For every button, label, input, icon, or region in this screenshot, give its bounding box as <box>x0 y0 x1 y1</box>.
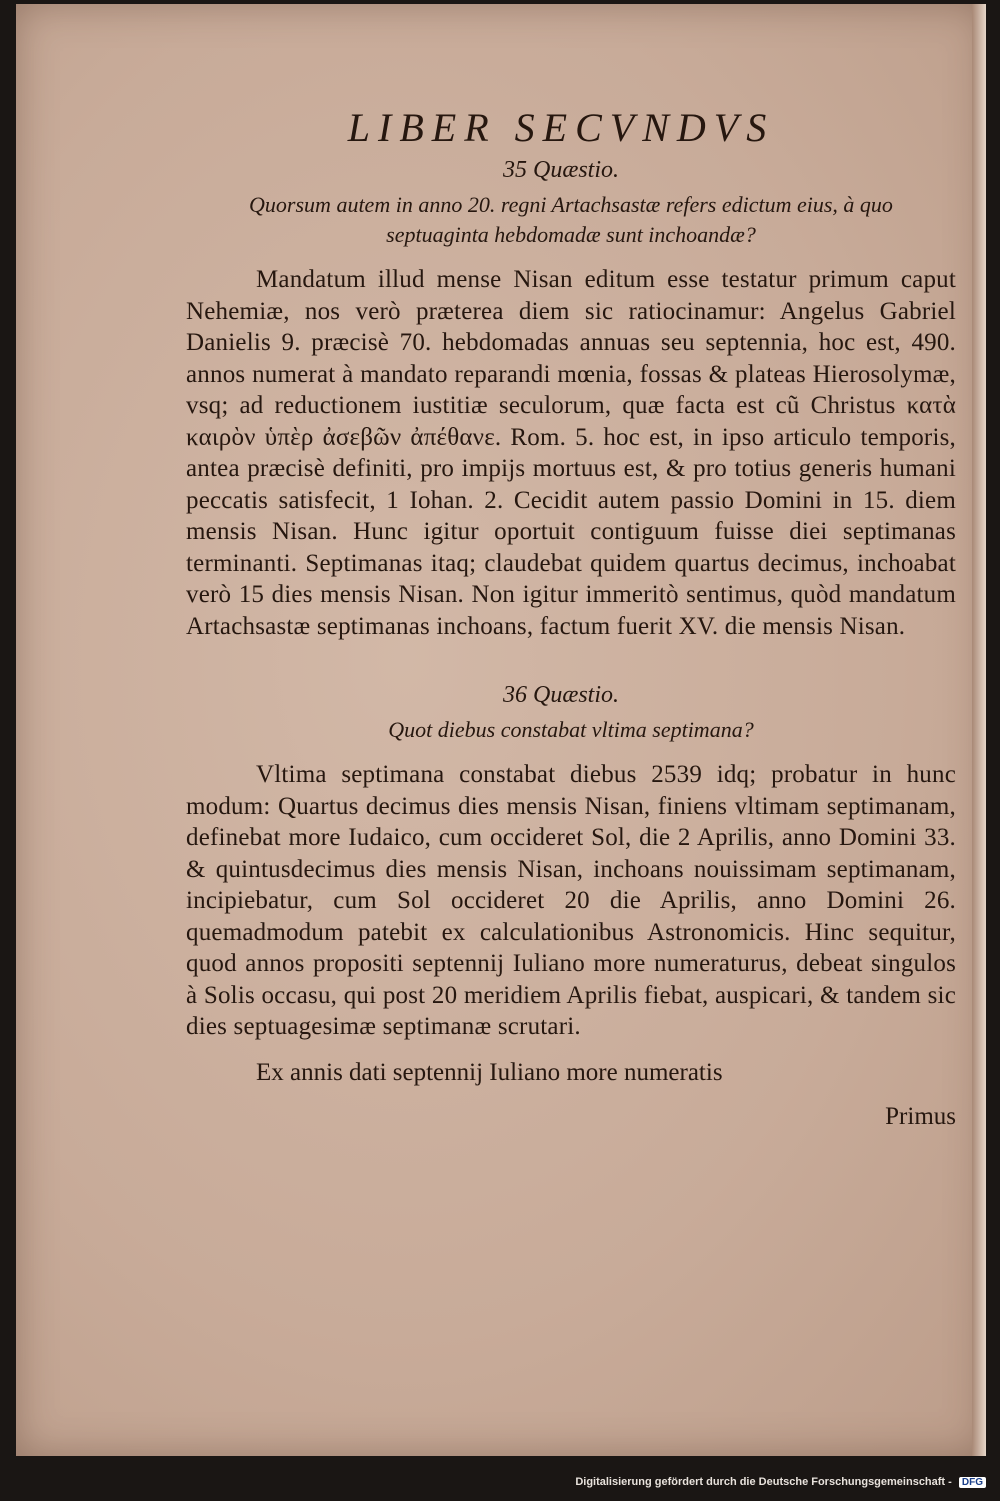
question-answer: Vltima septimana constabat diebus 2539 idq; probatur in hunc modum: Quartus decimus dies mensis Nisan, finiens vltimam septimanam, definebat more Iudaico, cum occideret Sol, die 2 Aprilis, anno Domini 33. & quintusdecimus dies mensis Nisan, inchoans nouissimam septimanam, incipiebatur, cum Sol occideret 20 die Aprilis, anno Domini 26. quemadmodum patebit ex calculationibus Astronomicis. Hinc sequitur, quod annos propositi septennij Iuliano more numeraturus, debeat singulos à Solis occasu, qui post 20 meridiem Aprilis fiebat, auspicari, & tandem sic dies septuagesimæ septimanæ scrutari. <box>186 761 956 1040</box>
credit-text: Digitalisierung gefördert durch die Deutsche Forschungsgemeinschaft - <box>575 1476 952 1488</box>
closing-line: Ex annis dati septennij Iuliano more numeratis <box>256 1058 723 1086</box>
question-answer: Mandatum illud mense Nisan editum esse testatur primum caput Nehemiæ, nos verò præterea diem sic ratiocinamur: Angelus Gabriel Danielis 9. præcisè 70. hebdomadas annuas seu septennia, hoc est, 490. annos numerat à mandato reparandi mœnia, fossas & plateas Hierosolymæ, vsq; ad reductionem iustitiæ seculorum, quæ facta est cũ Christus κατὰ καιρὸν ὑπὲρ ἀσεβῶν ἀπέθανε. Rom. 5. hoc est, in ipso articulo temporis, antea præcisè definiti, pro impijs mortuus est, & pro totius generis humani peccatis satisfecit, 1 Iohan. 2. Cecidit autem passio Domini in 15. diem mensis Nisan. Hunc igitur oportuit contiguum fuisse diei septimanas terminanti. Septimanas itaq; claudebat quidem quartus decimus, inchoabat verò 15 dies mensis Nisan. Non igitur immeritò sentimus, quòd mandatum Artachsastæ septimanas inchoans, factum fuerit XV. die mensis Nisan. <box>186 266 956 640</box>
section-gap <box>186 642 956 676</box>
dfg-logo: DFG <box>959 1477 986 1488</box>
question-number: 35 Quæstio. <box>502 157 619 183</box>
page-edge <box>972 4 986 1456</box>
running-head: LIBER SECVNDVS <box>347 105 775 150</box>
question-title: Quot diebus constabat vltima septimana? <box>388 717 754 742</box>
digitization-credit <box>0 1476 986 1488</box>
scanned-page <box>16 4 986 1456</box>
catchword: Primus <box>885 1102 956 1130</box>
question-number: 36 Quæstio. <box>502 682 619 708</box>
question-title: Quorsum autem in anno 20. regni Artachsastæ refers edictum eius, à quo septuaginta hebdomadæ sunt inchoandæ? <box>249 192 893 247</box>
text-block <box>186 104 956 1131</box>
